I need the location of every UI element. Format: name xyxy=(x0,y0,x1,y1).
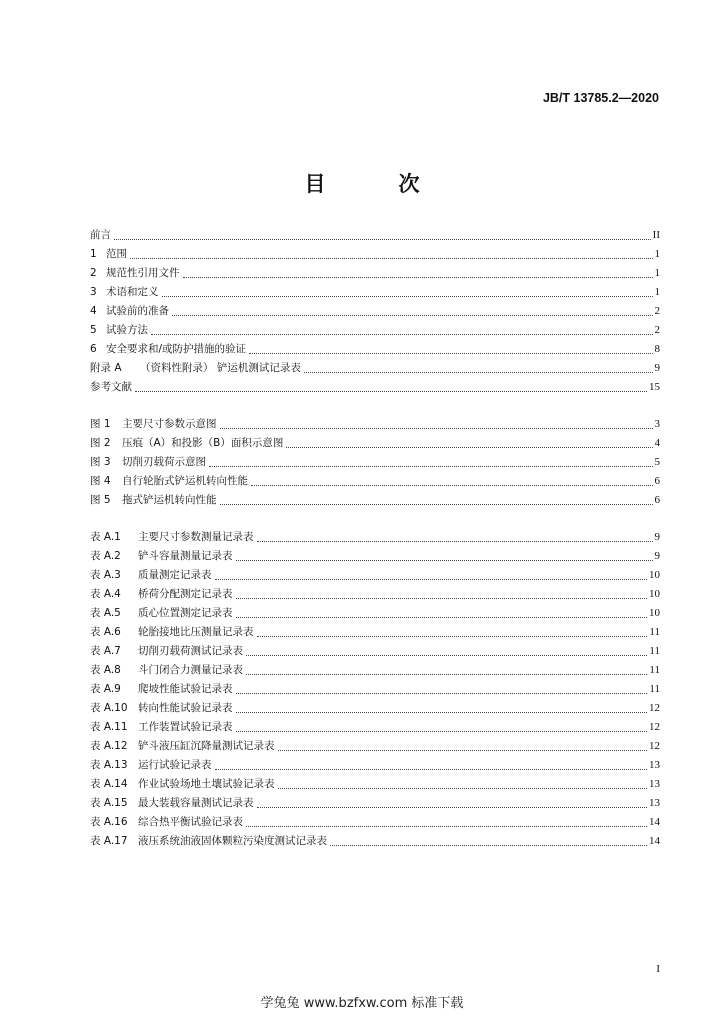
dot-leader xyxy=(183,276,653,278)
dot-leader xyxy=(246,654,647,656)
toc-entry-page: 13 xyxy=(649,797,660,809)
toc-entry xyxy=(90,453,660,472)
watermark-footer: 学兔兔 www.bzfxw.com 标准下载 xyxy=(260,996,464,1011)
toc-entry-label: 试验前的准备 xyxy=(106,305,169,317)
toc-entry-label: 切削刃载荷测试记录表 xyxy=(138,645,243,657)
toc-entry-page: 11 xyxy=(649,683,660,695)
toc-entry-label: 安全要求和/或防护措施的验证 xyxy=(106,343,247,355)
dot-leader xyxy=(162,295,653,297)
toc-entry-page: 1 xyxy=(654,286,660,298)
toc-entry-label: 主要尺寸参数示意图 xyxy=(122,418,217,430)
toc-entry-label: 规范性引用文件 xyxy=(106,267,180,279)
dot-leader xyxy=(249,352,652,354)
toc-entry-number: 表 A.2 xyxy=(90,550,121,562)
toc-entry xyxy=(90,775,660,794)
dot-leader xyxy=(257,806,648,808)
toc-figures xyxy=(90,415,660,510)
dot-leader xyxy=(278,787,648,789)
toc-entry-label: 参考文献 xyxy=(90,381,132,393)
toc-entry xyxy=(90,245,660,264)
toc-entry-label: 作业试验场地土壤试验记录表 xyxy=(138,778,275,790)
toc-entry-page: 11 xyxy=(649,626,660,638)
dot-leader xyxy=(257,540,653,542)
dot-leader xyxy=(220,503,653,505)
dot-leader xyxy=(151,333,653,335)
toc-entry-number: 表 A.13 xyxy=(90,759,128,771)
toc-entry-label: 主要尺寸参数测量记录表 xyxy=(138,531,254,543)
toc-entry xyxy=(90,359,660,378)
toc-entry xyxy=(90,699,660,718)
toc-entry-page: 6 xyxy=(654,494,660,506)
toc-entry-number: 表 A.6 xyxy=(90,626,121,638)
page-number: I xyxy=(656,963,660,975)
toc-entry-label: 斗门闭合力测量记录表 xyxy=(138,664,243,676)
toc-entry-number: 2 xyxy=(90,267,97,279)
dot-leader xyxy=(236,692,648,694)
toc-entry-page: 10 xyxy=(649,588,660,600)
toc-entry xyxy=(90,661,660,680)
toc-entry-number: 表 A.8 xyxy=(90,664,121,676)
page-title: 目 次 xyxy=(304,172,446,196)
dot-leader xyxy=(130,257,653,259)
toc-entry-label: 质心位置测定记录表 xyxy=(138,607,233,619)
toc-entry-number: 5 xyxy=(90,324,97,336)
dot-leader xyxy=(114,238,651,240)
toc-entry-number: 表 A.12 xyxy=(90,740,128,752)
toc-entry xyxy=(90,718,660,737)
toc-sections xyxy=(90,226,660,397)
dot-leader xyxy=(220,427,653,429)
dot-leader xyxy=(215,768,648,770)
toc-entry xyxy=(90,623,660,642)
toc-entry-page: 2 xyxy=(654,324,660,336)
toc-entry-number: 图 5 xyxy=(90,494,111,506)
toc-entry-label: 液压系统油液固体颗粒污染度测试记录表 xyxy=(138,835,327,847)
dot-leader xyxy=(251,484,653,486)
toc-entry-label: 最大装载容量测试记录表 xyxy=(138,797,254,809)
toc-entry-label: 自行轮胎式铲运机转向性能 xyxy=(122,475,248,487)
dot-leader xyxy=(209,465,653,467)
toc-entry-page: 11 xyxy=(649,664,660,676)
toc-entry-page: 9 xyxy=(654,531,660,543)
toc-entry-label: 前言 xyxy=(90,229,111,241)
toc-entry-label: 拖式铲运机转向性能 xyxy=(122,494,217,506)
toc-entry-page: 10 xyxy=(649,569,660,581)
dot-leader xyxy=(135,390,647,392)
dot-leader xyxy=(286,446,652,448)
toc-entry-page: 9 xyxy=(654,550,660,562)
toc-entry-label: 爬坡性能试验记录表 xyxy=(138,683,233,695)
toc-entry-page: 12 xyxy=(649,702,660,714)
toc-entry xyxy=(90,226,660,245)
toc-entry xyxy=(90,680,660,699)
toc-entry-label: 轮胎接地比压测量记录表 xyxy=(138,626,254,638)
toc-entry xyxy=(90,321,660,340)
toc-entry xyxy=(90,794,660,813)
toc-entry-label: 工作装置试验记录表 xyxy=(138,721,233,733)
dot-leader xyxy=(257,635,648,637)
toc-entry-page: 14 xyxy=(649,835,660,847)
toc-entry-number: 图 1 xyxy=(90,418,111,430)
toc-entry xyxy=(90,472,660,491)
toc-entry xyxy=(90,756,660,775)
toc-entry-page: 12 xyxy=(649,721,660,733)
toc-entry-number: 表 A.10 xyxy=(90,702,128,714)
toc-entry-label: 试验方法 xyxy=(106,324,148,336)
toc-entry xyxy=(90,302,660,321)
toc-entry-number: 6 xyxy=(90,343,97,355)
toc-entry-page: 12 xyxy=(649,740,660,752)
toc-entry xyxy=(90,528,660,547)
toc-entry-number: 表 A.9 xyxy=(90,683,121,695)
toc-entry-label: 综合热平衡试验记录表 xyxy=(138,816,243,828)
toc-entry xyxy=(90,264,660,283)
toc-entry xyxy=(90,832,660,851)
toc-entry-number: 表 A.15 xyxy=(90,797,128,809)
standard-number: JB/T 13785.2—2020 xyxy=(542,91,659,105)
toc-entry-number: 表 A.7 xyxy=(90,645,121,657)
toc-entry-page: 5 xyxy=(654,456,660,468)
toc-entry-label: 铲斗液压缸沉降量测试记录表 xyxy=(138,740,275,752)
dot-leader xyxy=(246,673,647,675)
toc-entry-page: 13 xyxy=(649,759,660,771)
toc-entry-number: 表 A.14 xyxy=(90,778,128,790)
dot-leader xyxy=(304,371,653,373)
toc-entry xyxy=(90,283,660,302)
toc-entry-page: 14 xyxy=(649,816,660,828)
toc-entry-number: 4 xyxy=(90,305,97,317)
toc-entry-label: （资料性附录） 铲运机测试记录表 xyxy=(140,362,301,374)
toc-entry xyxy=(90,737,660,756)
toc-entry-page: 1 xyxy=(654,267,660,279)
toc-entry-number: 图 3 xyxy=(90,456,111,468)
toc-entry-label: 桥荷分配测定记录表 xyxy=(138,588,233,600)
dot-leader xyxy=(236,559,653,561)
dot-leader xyxy=(330,844,647,846)
dot-leader xyxy=(278,749,648,751)
toc-entry-label: 铲斗容量测量记录表 xyxy=(138,550,233,562)
toc-entry-number: 表 A.5 xyxy=(90,607,121,619)
toc-entry-number: 表 A.17 xyxy=(90,835,128,847)
toc-entry-page: II xyxy=(652,229,660,241)
toc-entry xyxy=(90,642,660,661)
toc-entry-number: 表 A.16 xyxy=(90,816,128,828)
toc-entry xyxy=(90,415,660,434)
toc-entry-page: 6 xyxy=(654,475,660,487)
toc-entry-number: 图 4 xyxy=(90,475,111,487)
toc-tables xyxy=(90,528,660,851)
toc-entry-page: 2 xyxy=(654,305,660,317)
toc-entry-page: 4 xyxy=(654,437,660,449)
toc-entry xyxy=(90,491,660,510)
dot-leader xyxy=(236,616,648,618)
toc-entry-page: 8 xyxy=(654,343,660,355)
toc-entry xyxy=(90,434,660,453)
toc-entry-page: 15 xyxy=(649,381,660,393)
toc-entry-page: 11 xyxy=(649,645,660,657)
toc-entry-number: 表 A.1 xyxy=(90,531,121,543)
toc-entry-number: 表 A.4 xyxy=(90,588,121,600)
dot-leader xyxy=(236,711,648,713)
toc-entry-number: 附录 A xyxy=(90,362,122,374)
dot-leader xyxy=(236,730,648,732)
toc-entry-label: 术语和定义 xyxy=(106,286,159,298)
toc-entry-number: 图 2 xyxy=(90,437,111,449)
dot-leader xyxy=(236,597,648,599)
toc-entry-page: 3 xyxy=(654,418,660,430)
toc-entry-label: 转向性能试验记录表 xyxy=(138,702,233,714)
toc-entry xyxy=(90,378,660,397)
dot-leader xyxy=(215,578,648,580)
toc-entry xyxy=(90,604,660,623)
toc-entry-number: 表 A.11 xyxy=(90,721,128,733)
toc-entry-label: 范围 xyxy=(106,248,127,260)
toc-entry-label: 运行试验记录表 xyxy=(138,759,212,771)
dot-leader xyxy=(172,314,653,316)
toc-entry-label: 质量测定记录表 xyxy=(138,569,212,581)
toc-entry-page: 10 xyxy=(649,607,660,619)
toc-entry-label: 压痕（A）和投影（B）面积示意图 xyxy=(122,437,284,449)
toc-entry xyxy=(90,547,660,566)
toc-entry xyxy=(90,340,660,359)
toc-entry-page: 13 xyxy=(649,778,660,790)
toc-entry-label: 切削刃载荷示意图 xyxy=(122,456,206,468)
toc-entry-page: 1 xyxy=(654,248,660,260)
dot-leader xyxy=(246,825,647,827)
toc-entry-number: 表 A.3 xyxy=(90,569,121,581)
toc-entry xyxy=(90,813,660,832)
toc-entry-page: 9 xyxy=(654,362,660,374)
toc-entry-number: 1 xyxy=(90,248,97,260)
toc-entry-number: 3 xyxy=(90,286,97,298)
toc-entry xyxy=(90,585,660,604)
toc-entry xyxy=(90,566,660,585)
